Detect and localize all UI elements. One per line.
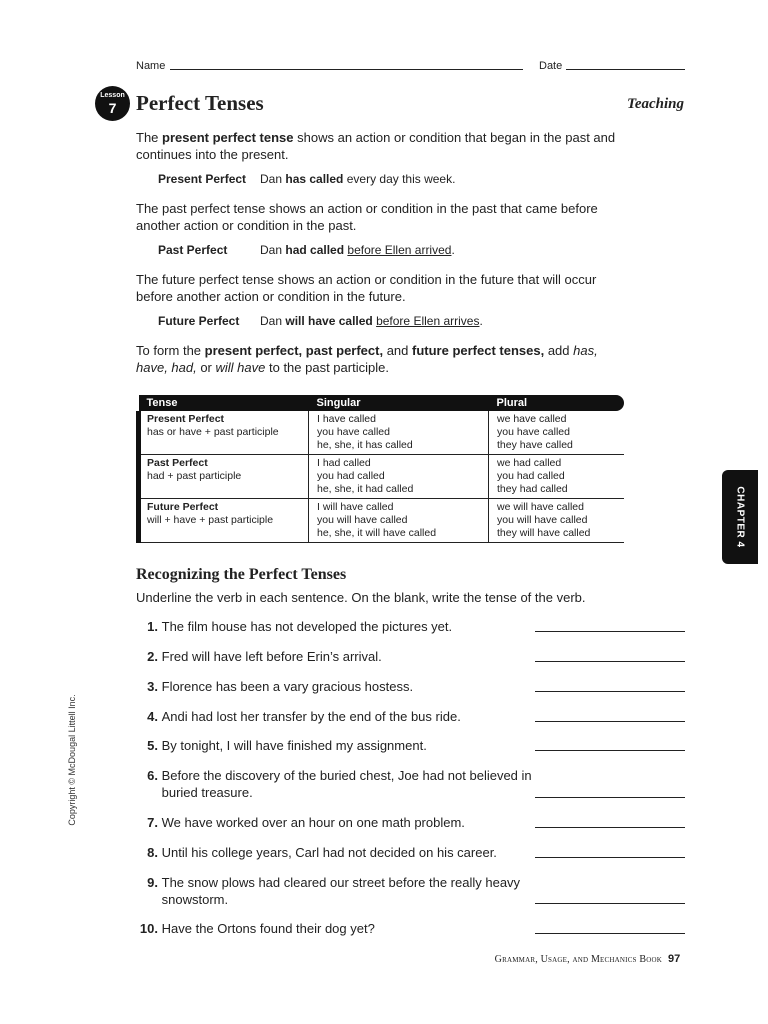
tense-name: Present Perfect <box>147 413 225 425</box>
exercise-item-3 <box>136 678 536 695</box>
tense-cell <box>139 411 309 455</box>
answer-blank-2[interactable] <box>535 661 685 662</box>
exercise-item-1 <box>136 618 536 635</box>
exercise-item-4 <box>136 708 536 725</box>
text: to the past participle. <box>265 360 389 375</box>
form: you had called <box>497 470 565 482</box>
intro-paragraph-past: The past perfect tense shows an action or condition in the past that came before another action or condition in the past. <box>136 201 598 233</box>
tense-name: Past Perfect <box>147 457 208 469</box>
singular-cell <box>309 455 489 499</box>
item-number: 2. <box>147 649 158 664</box>
example-future-perfect <box>158 313 618 329</box>
form: you had called <box>317 470 385 482</box>
answer-blank-5[interactable] <box>535 750 685 751</box>
exercise-item-2 <box>136 648 536 665</box>
helper-words: has, have, had, <box>136 343 598 375</box>
form: you will have called <box>317 514 408 526</box>
exercise-title: Recognizing the Perfect Tenses <box>136 566 347 583</box>
tense-cell <box>139 499 309 543</box>
name-blank[interactable] <box>170 69 523 70</box>
section-category: Teaching <box>627 96 684 112</box>
item-number: 9. <box>147 875 158 890</box>
term: present perfect, past perfect, <box>204 343 384 358</box>
example-label: Present Perfect <box>158 172 247 186</box>
text: Dan <box>260 172 286 186</box>
example-label: Past Perfect <box>158 243 228 257</box>
exercise-item-10 <box>136 920 536 937</box>
answer-blank-1[interactable] <box>535 631 685 632</box>
item-sentence: The snow plows had cleared our street before the really heavy snowstorm. <box>161 875 521 907</box>
tense-table <box>136 395 624 543</box>
intro-paragraph-future: The future perfect tense shows an action or condition in the future that will occur before another action or condition in the future. <box>136 272 597 304</box>
table-row <box>139 411 625 455</box>
form: we have called <box>497 413 567 425</box>
term: present perfect tense <box>162 130 294 145</box>
term: future perfect tenses, <box>412 343 545 358</box>
item-sentence: Fred will have left before Erin’s arrival. <box>161 649 382 664</box>
text: . <box>451 243 455 257</box>
item-sentence: Before the discovery of the buried chest, Joe had not believed in buried treasure. <box>161 768 532 800</box>
tense-cell <box>139 455 309 499</box>
answer-blank-10[interactable] <box>535 933 685 934</box>
tense-formula: has or have + past participle <box>147 426 279 438</box>
text: add <box>544 343 574 358</box>
item-number: 6. <box>147 768 158 783</box>
answer-blank-3[interactable] <box>535 691 685 692</box>
item-number: 8. <box>147 845 158 860</box>
form: I will have called <box>317 501 394 513</box>
verb: had called <box>285 243 345 257</box>
chapter-tab-label: CHAPTER 4 <box>734 486 746 548</box>
intro-paragraph-form <box>136 342 631 376</box>
exercise-instructions: Underline the verb in each sentence. On the blank, write the tense of the verb. <box>136 590 586 605</box>
text: . <box>479 314 483 328</box>
exercise-item-7 <box>136 814 536 831</box>
verb: has called <box>285 172 344 186</box>
text: or <box>196 360 216 375</box>
form: I have called <box>317 413 376 425</box>
singular-cell <box>309 411 489 455</box>
item-number: 1. <box>147 619 158 634</box>
text: Dan <box>260 243 286 257</box>
item-sentence: The film house has not developed the pictures yet. <box>161 619 453 634</box>
exercise-item-8 <box>136 844 536 861</box>
form: he, she, it will have called <box>317 527 437 539</box>
form: we had called <box>497 457 562 469</box>
item-number: 4. <box>147 709 158 724</box>
tense-formula: will + have + past participle <box>147 514 274 526</box>
lesson-badge-label: Lesson <box>100 92 125 99</box>
text: every day this week. <box>343 172 456 186</box>
form: they have called <box>497 439 573 451</box>
footer-book-title: Grammar, Usage, and Mechanics Book <box>494 954 662 965</box>
item-sentence: By tonight, I will have finished my assignment. <box>161 738 427 753</box>
table-header-row <box>139 395 625 411</box>
table-row <box>139 455 625 499</box>
name-label: Name <box>136 60 166 72</box>
example-present-perfect <box>158 171 618 187</box>
singular-cell <box>309 499 489 543</box>
header-singular: Singular <box>309 395 489 411</box>
form: we will have called <box>497 501 584 513</box>
form: you have called <box>317 426 390 438</box>
item-number: 7. <box>147 815 158 830</box>
plural-cell <box>489 499 625 543</box>
form: you will have called <box>497 514 588 526</box>
item-sentence: Florence has been a vary gracious hostess. <box>161 679 414 694</box>
form: you have called <box>497 426 570 438</box>
copyright-notice: Copyright © McDougal Littell Inc. <box>67 694 77 826</box>
text: Dan <box>260 314 286 328</box>
item-number: 5. <box>147 738 158 753</box>
form: he, she, it had called <box>317 483 414 495</box>
text: and <box>383 343 413 358</box>
item-sentence: Until his college years, Carl had not decided on his career. <box>161 845 497 860</box>
item-number: 3. <box>147 679 158 694</box>
form: I had called <box>317 457 371 469</box>
example-past-perfect <box>158 242 618 258</box>
clause: before Ellen arrives <box>376 314 480 328</box>
text: The <box>136 130 163 145</box>
plural-cell <box>489 455 625 499</box>
tense-name: Future Perfect <box>147 501 219 513</box>
lesson-badge <box>95 86 130 121</box>
chapter-tab <box>722 470 758 564</box>
form: he, she, it has called <box>317 439 413 451</box>
answer-blank-8[interactable] <box>535 857 685 858</box>
table-row <box>139 499 625 543</box>
helper-words: will have <box>215 360 266 375</box>
answer-blank-6[interactable] <box>535 797 685 798</box>
answer-blank-7[interactable] <box>535 827 685 828</box>
clause: before Ellen arrived <box>347 243 452 257</box>
page-title: Perfect Tenses <box>136 91 264 115</box>
item-sentence: We have worked over an hour on one math problem. <box>161 815 465 830</box>
exercise-item-6 <box>136 767 536 801</box>
item-sentence: Have the Ortons found their dog yet? <box>161 921 375 936</box>
tense-formula: had + past participle <box>147 470 242 482</box>
verb: will have called <box>285 314 373 328</box>
answer-blank-9[interactable] <box>535 903 685 904</box>
form: they will have called <box>497 527 591 539</box>
header-plural: Plural <box>489 395 625 411</box>
header-tense: Tense <box>139 395 309 411</box>
page-number: 97 <box>668 953 681 965</box>
example-label: Future Perfect <box>158 314 240 328</box>
exercise-item-9 <box>136 874 536 908</box>
lesson-badge-number: 7 <box>108 100 117 116</box>
form: they had called <box>497 483 568 495</box>
text: shows an action or condition that began in the past and continues into the present. <box>136 130 616 162</box>
item-sentence: Andi had lost her transfer by the end of the bus ride. <box>161 709 461 724</box>
intro-paragraph-present <box>136 129 626 163</box>
item-number: 10. <box>139 921 158 936</box>
text: To form the <box>136 343 205 358</box>
plural-cell <box>489 411 625 455</box>
answer-blank-4[interactable] <box>535 721 685 722</box>
date-blank[interactable] <box>566 69 685 70</box>
date-label: Date <box>539 60 563 72</box>
exercise-item-5 <box>136 737 536 754</box>
